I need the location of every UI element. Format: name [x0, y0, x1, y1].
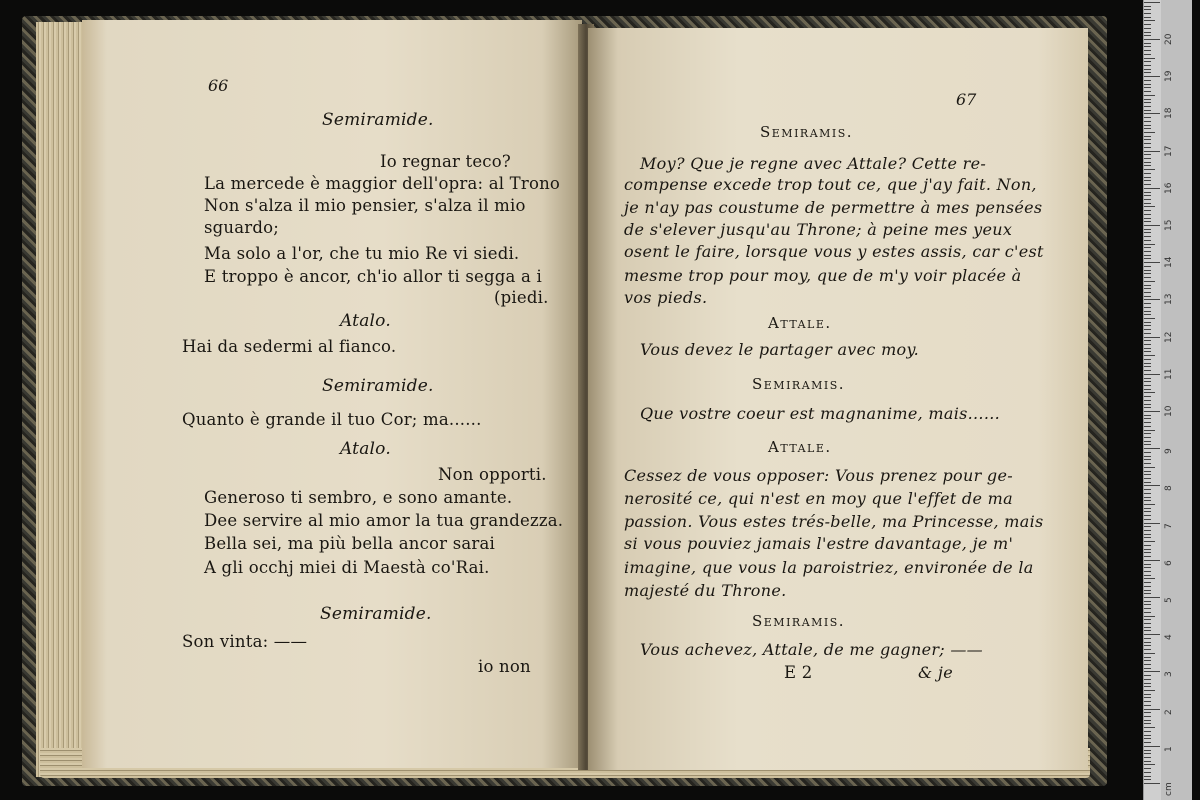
ruler-tick	[1144, 229, 1151, 230]
ruler-tick	[1144, 519, 1151, 520]
ruler-tick	[1144, 125, 1151, 126]
ruler-tick	[1144, 668, 1151, 669]
left-page-line: sguardo;	[204, 218, 280, 237]
ruler-tick	[1144, 500, 1151, 501]
ruler-tick	[1144, 314, 1151, 315]
ruler-tick	[1144, 582, 1151, 583]
ruler-tick	[1144, 761, 1151, 762]
ruler-tick	[1144, 340, 1151, 341]
ruler-tick	[1144, 645, 1151, 646]
ruler-tick	[1144, 199, 1151, 200]
left-page-line: Hai da sedermi al fianco.	[182, 337, 397, 356]
ruler-tick	[1144, 653, 1155, 654]
ruler-tick	[1144, 236, 1151, 237]
ruler-tick	[1144, 87, 1151, 88]
ruler-tick	[1144, 363, 1151, 364]
ruler-tick	[1144, 753, 1151, 754]
ruler-tick	[1144, 266, 1151, 267]
ruler-tick	[1144, 39, 1160, 40]
ruler-tick	[1144, 437, 1151, 438]
ruler-tick	[1144, 307, 1151, 308]
ruler-tick	[1144, 180, 1151, 181]
left-page-line: Non opporti.	[438, 465, 547, 484]
ruler-tick	[1144, 396, 1151, 397]
left-page-line: Quanto è grande il tuo Cor; ma......	[182, 410, 482, 429]
ruler-tick	[1144, 471, 1151, 472]
ruler-tick	[1144, 28, 1151, 29]
ruler-tick	[1144, 251, 1151, 252]
ruler-tick	[1144, 192, 1151, 193]
ruler-tick	[1144, 32, 1151, 33]
ruler-label: 14	[1164, 256, 1174, 269]
ruler-tick	[1144, 779, 1151, 780]
ruler-tick	[1144, 337, 1160, 338]
right-page-line: vos pieds.	[624, 288, 708, 307]
left-page-line: Generoso ti sembro, e sono amante.	[204, 488, 513, 507]
right-page-line: osent le faire, lorsque vous y estes assis, car c'est	[624, 242, 1044, 261]
right-page-line: mesme trop pour moy, que de m'y voir placée à	[624, 266, 1022, 285]
ruler-tick	[1144, 452, 1151, 453]
ruler-tick	[1144, 407, 1151, 408]
ruler-tick	[1144, 675, 1151, 676]
ruler-tick	[1144, 776, 1151, 777]
ruler-tick	[1144, 511, 1151, 512]
ruler-label: 13	[1164, 293, 1174, 306]
left-page-line: Dee servire al mio amor la tua grandezza.	[204, 511, 564, 530]
ruler-tick	[1144, 642, 1151, 643]
ruler-label: 9	[1164, 448, 1174, 455]
ruler-tick	[1144, 504, 1155, 505]
right-page-line: Moy? Que je regne avec Attale? Cette re-	[640, 154, 987, 173]
ruler-tick	[1144, 69, 1151, 70]
ruler-label: 20	[1164, 33, 1174, 45]
ruler-tick	[1144, 247, 1151, 248]
ruler-tick	[1144, 299, 1160, 300]
ruler-tick	[1144, 537, 1151, 538]
ruler-tick	[1144, 65, 1151, 66]
ruler-tick	[1144, 619, 1151, 620]
ruler-tick	[1144, 515, 1151, 516]
ruler-tick	[1144, 232, 1151, 233]
ruler-tick	[1144, 418, 1151, 419]
ruler-tick	[1144, 110, 1151, 111]
ruler-tick	[1144, 177, 1151, 178]
right-page-line: Vous achevez, Attale, de me gagner; ——	[640, 640, 983, 659]
left-page	[82, 20, 582, 768]
ruler-unit: cm	[1164, 782, 1174, 796]
ruler-tick	[1144, 601, 1151, 602]
page-number-left: 66	[208, 76, 229, 95]
ruler-tick	[1144, 381, 1151, 382]
ruler-tick	[1144, 277, 1151, 278]
ruler-tick	[1144, 392, 1155, 393]
ruler-tick	[1144, 329, 1151, 330]
ruler-tick	[1144, 686, 1151, 687]
ruler-label: 3	[1164, 671, 1174, 678]
ruler-tick	[1144, 597, 1160, 598]
ruler-label: 17	[1164, 145, 1174, 157]
left-page-line: La mercede è maggior dell'opra: al Trono	[204, 174, 561, 193]
ruler-tick	[1144, 351, 1151, 352]
ruler-tick	[1144, 411, 1160, 412]
ruler-tick	[1144, 478, 1151, 479]
ruler-tick	[1144, 288, 1151, 289]
ruler-tick	[1144, 567, 1151, 568]
ruler-tick	[1144, 91, 1151, 92]
left-page-line: (piedi.	[494, 288, 549, 307]
ruler-tick	[1144, 121, 1151, 122]
ruler-tick	[1144, 151, 1160, 152]
ruler-tick	[1144, 128, 1151, 129]
ruler-tick	[1144, 493, 1151, 494]
ruler-tick	[1144, 485, 1160, 486]
ruler-tick	[1144, 262, 1160, 263]
ruler-tick	[1144, 430, 1155, 431]
ruler-tick	[1144, 43, 1151, 44]
right-page-line: Que vostre coeur est magnanime, mais......	[640, 404, 1000, 423]
ruler-tick	[1144, 285, 1151, 286]
ruler-tick	[1144, 545, 1151, 546]
right-page-line: Semiramis.	[752, 375, 846, 393]
left-page-line: Bella sei, ma più bella ancor sarai	[204, 534, 496, 553]
ruler-tick	[1144, 482, 1151, 483]
ruler-tick	[1144, 612, 1151, 613]
right-page-line: nerosité ce, qui n'est en moy que l'effet de ma	[624, 489, 1013, 508]
ruler-tick	[1144, 169, 1155, 170]
ruler-tick	[1144, 195, 1151, 196]
ruler-tick	[1144, 534, 1151, 535]
ruler-tick	[1144, 738, 1151, 739]
ruler-tick	[1144, 20, 1155, 21]
ruler-tick	[1144, 113, 1160, 114]
ruler-tick	[1144, 441, 1151, 442]
left-page-line: Semiramide.	[322, 110, 434, 130]
ruler-tick	[1144, 508, 1151, 509]
ruler-tick	[1144, 459, 1151, 460]
ruler-tick	[1144, 712, 1151, 713]
ruler-tick	[1144, 627, 1151, 628]
right-page-line: Semiramis.	[752, 612, 846, 630]
ruler-tick	[1144, 221, 1151, 222]
ruler-tick	[1144, 575, 1151, 576]
ruler-tick	[1144, 444, 1151, 445]
ruler-tick	[1144, 720, 1151, 721]
ruler-tick	[1144, 84, 1151, 85]
ruler-tick	[1144, 671, 1160, 672]
ruler-tick	[1144, 590, 1151, 591]
ruler-tick	[1144, 750, 1151, 751]
ruler-tick	[1144, 742, 1151, 743]
ruler-tick	[1144, 296, 1151, 297]
ruler-tick	[1144, 564, 1151, 565]
ruler-tick	[1144, 76, 1160, 77]
ruler-tick	[1144, 99, 1151, 100]
ruler-tick	[1144, 727, 1155, 728]
ruler-tick	[1144, 385, 1151, 386]
ruler-tick	[1144, 344, 1151, 345]
ruler-tick	[1144, 270, 1151, 271]
ruler-tick	[1144, 54, 1151, 55]
left-page-line: io non	[478, 657, 531, 676]
ruler-label: 18	[1164, 107, 1174, 120]
ruler-tick	[1144, 552, 1151, 553]
ruler-tick	[1144, 132, 1155, 133]
left-page-line: Io regnar teco?	[380, 152, 511, 171]
right-page-line: imagine, que vous la paroistriez, environée de la	[624, 558, 1034, 577]
right-page-line: Cessez de vous opposer: Vous prenez pour ge-	[624, 466, 1013, 485]
ruler-tick	[1144, 255, 1151, 256]
ruler-tick	[1144, 474, 1151, 475]
ruler-tick	[1144, 664, 1151, 665]
left-page-line: Son vinta: ——	[182, 632, 308, 651]
ruler-tick	[1144, 683, 1151, 684]
right-page-line: compense excede trop tout ce, que j'ay fait. Non,	[624, 175, 1037, 194]
right-page-line: & je	[918, 663, 953, 682]
ruler-tick	[1144, 374, 1160, 375]
ruler-tick	[1144, 616, 1155, 617]
ruler-tick	[1144, 389, 1151, 390]
ruler-tick	[1144, 400, 1151, 401]
ruler-tick	[1144, 757, 1151, 758]
right-page-line: Attale.	[768, 438, 832, 456]
ruler-tick	[1144, 173, 1151, 174]
ruler-tick	[1144, 571, 1151, 572]
ruler-tick	[1144, 701, 1151, 702]
ruler-tick	[1144, 415, 1151, 416]
ruler-tick	[1144, 206, 1155, 207]
ruler-tick	[1144, 136, 1151, 137]
ruler-label: 1	[1164, 746, 1174, 752]
ruler-tick	[1144, 244, 1155, 245]
ruler-tick	[1144, 348, 1151, 349]
ruler-label: 6	[1164, 560, 1174, 566]
ruler-tick	[1144, 318, 1155, 319]
ruler-tick	[1144, 709, 1160, 710]
ruler-tick	[1144, 731, 1151, 732]
ruler-tick	[1144, 311, 1151, 312]
ruler-tick	[1144, 541, 1155, 542]
right-page-line: E 2	[784, 663, 813, 682]
ruler-tick	[1144, 746, 1160, 747]
ruler-tick	[1144, 158, 1151, 159]
ruler-tick	[1144, 735, 1151, 736]
ruler-tick	[1144, 50, 1151, 51]
left-page-line: Semiramide.	[320, 604, 432, 624]
ruler-tick	[1144, 593, 1151, 594]
ruler-tick	[1144, 772, 1151, 773]
ruler-tick	[1144, 560, 1160, 561]
ruler-tick	[1144, 258, 1151, 259]
ruler-tick	[1144, 657, 1151, 658]
ruler-tick	[1144, 61, 1151, 62]
right-page-line: de s'elever jusqu'au Throne; à peine mes yeux	[624, 220, 1013, 239]
ruler-tick	[1144, 404, 1151, 405]
ruler-tick	[1144, 24, 1151, 25]
ruler-tick	[1144, 218, 1151, 219]
ruler-tick	[1144, 17, 1151, 18]
ruler-tick	[1144, 281, 1155, 282]
right-page-line: si vous pouviez jamais l'estre davantage, je m'	[624, 534, 1014, 553]
ruler-tick	[1144, 154, 1151, 155]
ruler-tick	[1144, 355, 1155, 356]
ruler-tick	[1144, 694, 1151, 695]
ruler-tick	[1144, 35, 1151, 36]
ruler-tick	[1144, 556, 1151, 557]
ruler-tick	[1144, 638, 1151, 639]
ruler-tick	[1144, 378, 1151, 379]
ruler-tick	[1144, 630, 1151, 631]
ruler-tick	[1144, 608, 1151, 609]
ruler-tick	[1144, 604, 1151, 605]
ruler-tick	[1144, 13, 1151, 14]
ruler-tick	[1144, 147, 1151, 148]
ruler-tick	[1144, 768, 1151, 769]
ruler-tick	[1144, 422, 1151, 423]
ruler-tick	[1144, 184, 1151, 185]
ruler-tick	[1144, 80, 1151, 81]
ruler-tick	[1144, 489, 1151, 490]
ruler-tick	[1144, 210, 1151, 211]
ruler-tick	[1144, 530, 1151, 531]
ruler-tick	[1144, 273, 1151, 274]
ruler-tick	[1144, 764, 1155, 765]
ruler-tick	[1144, 705, 1151, 706]
ruler-tick	[1144, 463, 1151, 464]
ruler-label: 11	[1164, 368, 1174, 380]
left-page-line: Semiramide.	[322, 376, 434, 396]
right-page-line: passion. Vous estes trés-belle, ma Princesse, mais	[624, 512, 1044, 531]
ruler-tick	[1144, 660, 1151, 661]
ruler-label: 16	[1164, 182, 1174, 194]
left-page-line: A gli occhj miei di Maestà co'Rai.	[204, 558, 490, 577]
ruler-tick	[1144, 333, 1151, 334]
right-page	[588, 28, 1088, 770]
ruler-tick	[1144, 95, 1155, 96]
ruler-label: 12	[1164, 331, 1174, 343]
left-page-line: E troppo è ancor, ch'io allor ti segga a i	[204, 267, 542, 286]
ruler-tick	[1144, 370, 1151, 371]
measurement-ruler	[1143, 0, 1192, 800]
right-page-line: Vous devez le partager avec moy.	[640, 340, 920, 359]
ruler-tick	[1144, 325, 1151, 326]
ruler-tick	[1144, 723, 1151, 724]
ruler-tick	[1144, 549, 1151, 550]
ruler-tick	[1144, 679, 1151, 680]
ruler-tick	[1144, 783, 1160, 784]
ruler-tick	[1144, 690, 1155, 691]
left-page-line: Atalo.	[340, 311, 391, 331]
ruler-tick	[1144, 526, 1151, 527]
ruler-tick	[1144, 366, 1151, 367]
ruler-tick	[1144, 586, 1151, 587]
ruler-tick	[1144, 214, 1151, 215]
left-page-line: Non s'alza il mio pensier, s'alza il mio	[204, 196, 526, 215]
page-number-right: 67	[956, 90, 977, 109]
ruler-tick	[1144, 634, 1160, 635]
ruler-label: 5	[1164, 597, 1174, 603]
ruler-tick	[1144, 578, 1155, 579]
ruler-label: 19	[1164, 70, 1174, 83]
ruler-tick	[1144, 102, 1151, 103]
ruler-tick	[1144, 162, 1151, 163]
ruler-tick	[1144, 467, 1155, 468]
left-page-line: Atalo.	[340, 439, 391, 459]
ruler-label: 10	[1164, 405, 1174, 417]
ruler-tick	[1144, 697, 1151, 698]
ruler-tick	[1144, 139, 1151, 140]
ruler-tick	[1144, 448, 1160, 449]
ruler-label: 8	[1164, 485, 1174, 492]
ruler-tick	[1144, 649, 1151, 650]
ruler-tick	[1144, 9, 1151, 10]
ruler-tick	[1144, 72, 1151, 73]
ruler-tick	[1144, 6, 1151, 7]
ruler-tick	[1144, 322, 1151, 323]
ruler-tick	[1144, 456, 1151, 457]
ruler-tick	[1144, 46, 1151, 47]
ruler-tick	[1144, 106, 1151, 107]
right-page-line: majesté du Throne.	[624, 581, 787, 600]
ruler-label: 7	[1164, 522, 1174, 529]
right-page-line: Attale.	[768, 314, 832, 332]
ruler-label: 2	[1164, 708, 1174, 715]
ruler-tick	[1144, 58, 1155, 59]
ruler-label: 4	[1164, 634, 1174, 641]
ruler-tick	[1144, 225, 1160, 226]
ruler-tick	[1144, 623, 1151, 624]
ruler-tick	[1144, 497, 1151, 498]
ruler-tick	[1144, 203, 1151, 204]
ruler-tick	[1144, 303, 1151, 304]
ruler-tick	[1144, 2, 1160, 3]
left-page-line: Ma solo a l'or, che tu mio Re vi siedi.	[204, 244, 520, 263]
ruler-tick	[1144, 240, 1151, 241]
ruler-tick	[1144, 188, 1160, 189]
ruler-tick	[1144, 359, 1151, 360]
ruler-tick	[1144, 433, 1151, 434]
ruler-tick	[1144, 426, 1151, 427]
right-page-line: Semiramis.	[760, 123, 854, 141]
right-page-line: je n'ay pas coustume de permettre à mes pensées	[624, 198, 1043, 217]
ruler-tick	[1144, 523, 1160, 524]
ruler-tick	[1144, 292, 1151, 293]
ruler-tick	[1144, 716, 1151, 717]
ruler-label: 15	[1164, 219, 1174, 231]
ruler-tick	[1144, 165, 1151, 166]
ruler-tick	[1144, 143, 1151, 144]
ruler-tick	[1144, 117, 1151, 118]
